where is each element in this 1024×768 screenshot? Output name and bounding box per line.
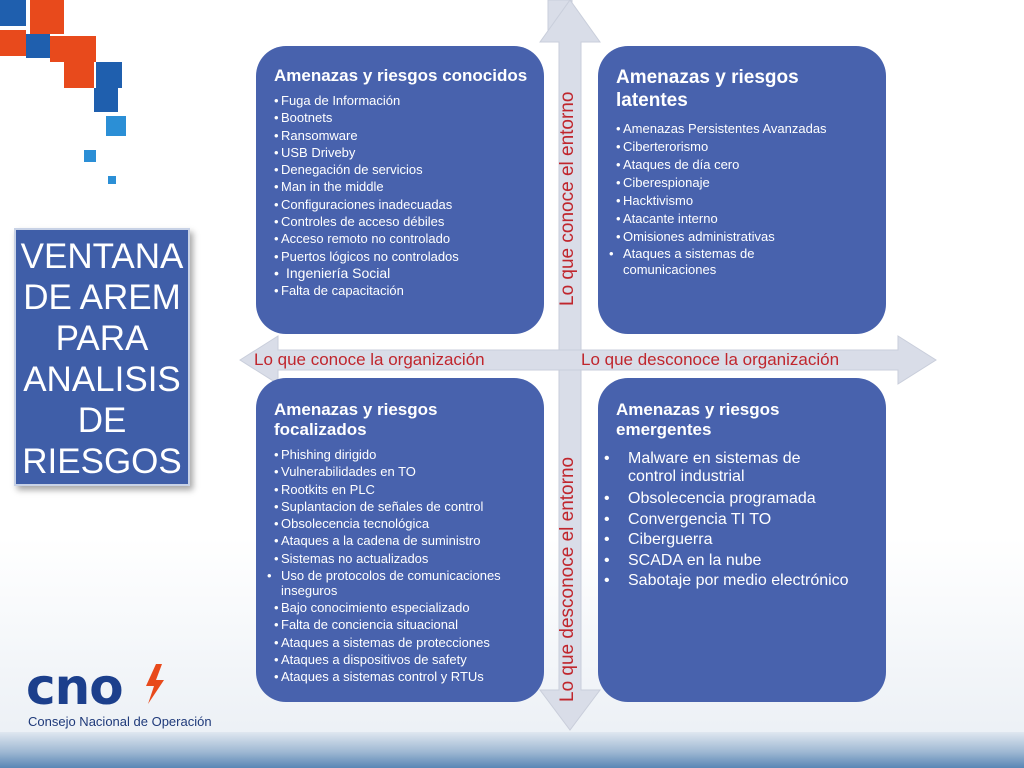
lightning-icon (142, 664, 168, 704)
list-item: • SCADA en la nube (604, 551, 762, 569)
list-item: • Configuraciones inadecuadas (274, 196, 453, 212)
list-item: • Falta de conciencia situacional (274, 617, 459, 633)
quadrant-emergent-title: Amenazas y riesgos emergentes (616, 400, 780, 439)
cno-logo (26, 658, 123, 716)
list-item: • Bajo conocimiento especializado (274, 600, 470, 616)
list-item: • Omisiones administrativas (616, 229, 775, 244)
list-item: • Acceso remoto no controlado (274, 231, 451, 247)
list-item: • Malware en sistemas de control industrial (604, 450, 801, 485)
quadrant-focused-title: Amenazas y riesgos focalizados (274, 400, 438, 439)
list-item: • Obsolecencia tecnológica (274, 516, 430, 532)
list-item: • Phishing dirigido (274, 447, 377, 462)
list-item: • Uso de protocolos de comunicaciones inseguros (267, 568, 501, 599)
list-item: • Vulnerabilidades en TO (274, 464, 416, 480)
list-item: • Ataques a sistemas de comunicaciones (609, 246, 755, 277)
quadrant-focused-list (267, 446, 530, 686)
logo-mark: cno (26, 658, 123, 716)
title-box (14, 228, 190, 486)
quadrant-latent-title: Amenazas y riesgos latentes (616, 67, 799, 111)
quadrant-focused (256, 378, 544, 702)
quadrant-latent (598, 46, 886, 334)
list-item: • Ataques de día cero (616, 157, 740, 172)
list-item: • Ciberterorismo (616, 139, 709, 154)
list-item: • Suplantacion de señales de control (274, 498, 484, 514)
list-item: • Fuga de Información (274, 93, 401, 108)
list-item: • Sabotaje por medio electrónico (604, 572, 849, 589)
list-item: • Amenazas Persistentes Avanzadas (616, 121, 827, 136)
axis-label-right: Lo que desconoce la organización (581, 350, 840, 369)
axis-label-bottom: Lo que desconoce el entorno (557, 456, 578, 702)
list-item: • Ataques a la cadena de suministro (274, 533, 481, 549)
list-item: • Man in the middle (274, 179, 384, 195)
list-item: • Ciberespionaje (616, 175, 710, 190)
logo-name: Consejo Nacional de Operación (28, 714, 212, 729)
list-item: • Sistemas no actualizados (274, 550, 429, 566)
list-item: • Rootkits en PLC (274, 481, 375, 497)
list-item: • Bootnets (274, 110, 333, 126)
list-item: • Hacktivismo (616, 193, 694, 208)
list-item: • Atacante interno (616, 211, 718, 226)
quadrant-known (256, 46, 544, 334)
list-item: • Denegación de servicios (274, 162, 423, 178)
axis-label-top: Lo que conoce el entorno (557, 91, 578, 306)
list-item: • Ataques a dispositivos de safety (274, 651, 467, 667)
list-item: • Ataques a sistemas control y RTUs (274, 669, 484, 685)
list-item: • Controles de acceso débiles (274, 214, 445, 230)
list-item: • Obsolecencia programada (604, 490, 816, 507)
list-item: • Convergencia TI TO (604, 510, 772, 528)
list-item: • USB Driveby (274, 144, 356, 160)
quadrant-known-list (274, 92, 530, 300)
quadrant-known-title: Amenazas y riesgos conocidos (274, 66, 528, 85)
list-item: • Ciberguerra (604, 531, 713, 548)
quadrant-emergent-list (604, 450, 849, 592)
main-title: VENTANA DE AREM PARA ANALISIS DE RIESGOS (20, 237, 184, 481)
list-item: • Ransomware (274, 127, 358, 143)
list-item: • Ingeniería Social (274, 264, 391, 281)
axis-label-left: Lo que conoce la organización (254, 350, 485, 369)
list-item: • Falta de capacitación (274, 283, 404, 299)
list-item: • Ataques a sistemas de protecciones (274, 634, 490, 650)
list-item: • Puertos lógicos no controlados (274, 248, 459, 264)
quadrant-latent-list (609, 120, 872, 278)
quadrant-emergent (598, 378, 886, 702)
